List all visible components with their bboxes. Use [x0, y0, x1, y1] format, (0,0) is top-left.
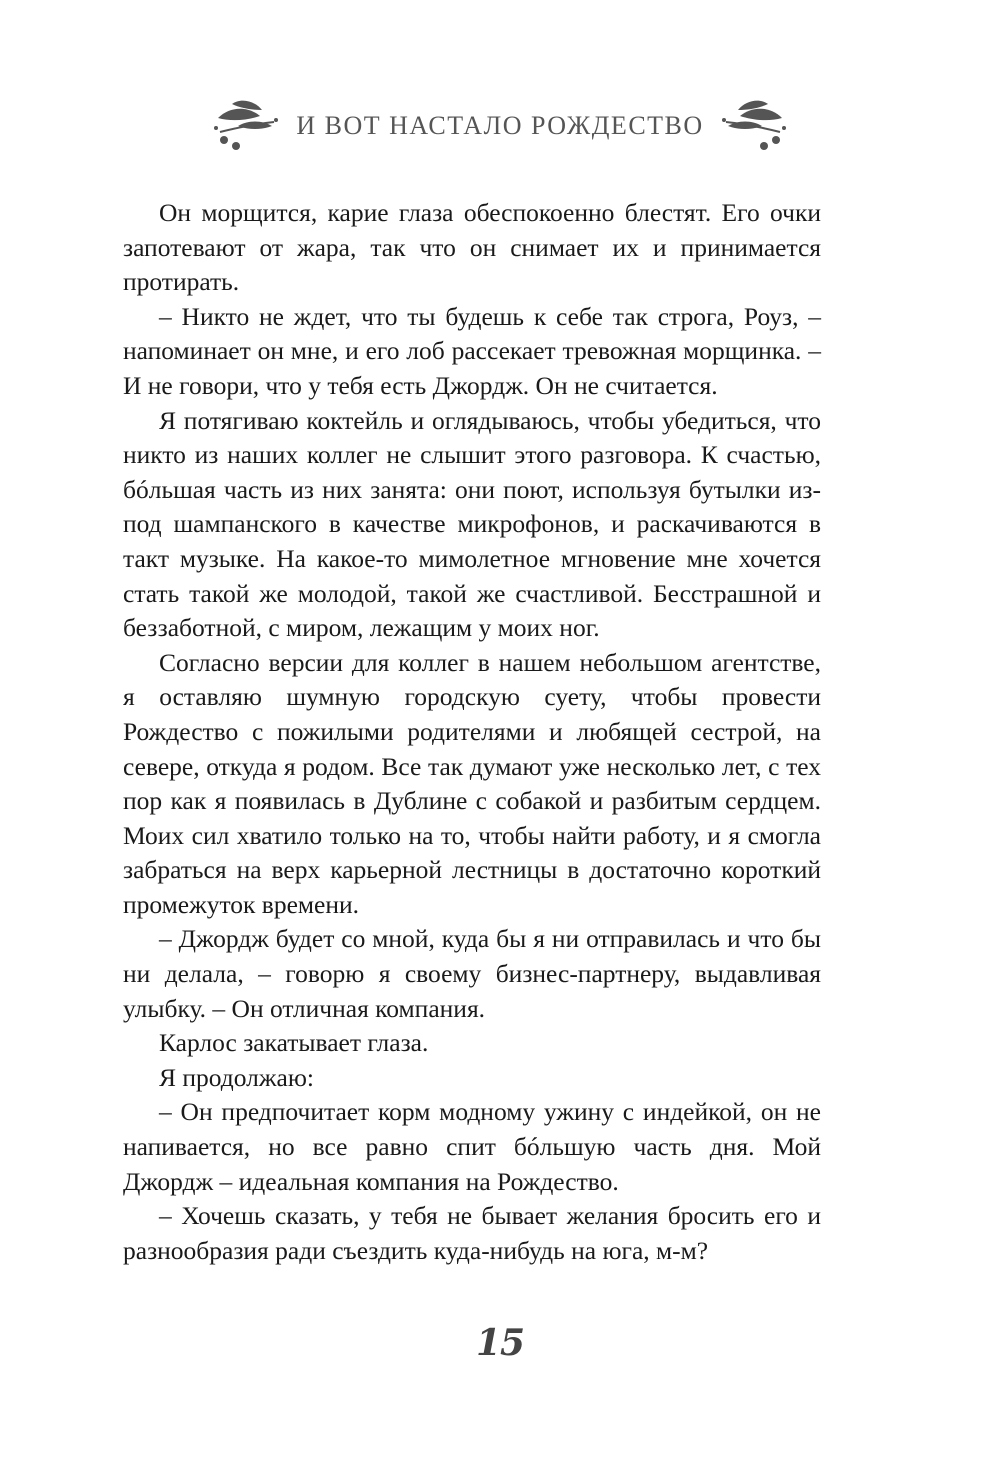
holly-sprig-right-icon	[718, 98, 790, 154]
paragraph: Согласно версии для коллег в нашем небольшом агентстве, я оставляю шумную городскую суету, чтобы провести Рождество с пожилыми родителями и любящей сестрой, на севере, откуда я родом. Все так думают уже несколько лет, с тех пор как я появилась в Дублине с собакой и разбитым сердцем. Моих сил хватило только на то, чтобы найти работу, и я смогла забраться на верх карьерной лестницы в достаточно короткий промежуток времени.	[123, 647, 821, 919]
paragraph: Карлос закатывает глаза.	[159, 1028, 429, 1058]
paragraph: – Никто не ждет, что ты будешь к себе так строга, Роуз, – напоминает он мне, и его лоб рассекает тревожная морщинка. – И не говори, что у тебя есть Джордж. Он не считается.	[123, 301, 821, 400]
paragraph: – Он предпочитает корм модному ужину с индейкой, он не напивается, но все равно спит бóльшую часть дня. Мой Джордж – идеальная компания на Рождество.	[123, 1097, 821, 1196]
paragraph: – Хочешь сказать, у тебя не бывает желания бросить его и разнообразия ради съездить куда-нибудь на юга, м-м?	[123, 1201, 821, 1265]
paragraph: Я потягиваю коктейль и оглядываюсь, чтобы убедиться, что никто из наших коллег не слышит этого разговора. К счастью, бóльшая часть из них занята: они поют, используя бутылки из-под шампанского в качестве микрофонов, и раскачиваются в такт музыке. На какое-то мимолетное мгновение мне хочется стать такой же молодой, такой же счастливой. Бесстрашной и беззаботной, с миром, лежащим у моих ног.	[123, 405, 821, 643]
running-header-title: И ВОТ НАСТАЛО РОЖДЕСТВО	[296, 111, 704, 140]
paragraph: – Джордж будет со мной, куда бы я ни отправилась и что бы ни делала, – говорю я своему бизнес-партнеру, выдавливая улыбку. – Он отличная компания.	[123, 924, 821, 1023]
running-header	[0, 96, 1000, 156]
paragraph: Я продолжаю:	[159, 1062, 314, 1092]
page-number: 15	[475, 1322, 525, 1364]
paragraph: Он морщится, карие глаза обеспокоенно блестят. Его очки запотевают от жара, так что он снимает их и принимается протирать.	[123, 198, 821, 297]
holly-sprig-left-icon	[210, 98, 282, 154]
body-text	[123, 196, 821, 1268]
